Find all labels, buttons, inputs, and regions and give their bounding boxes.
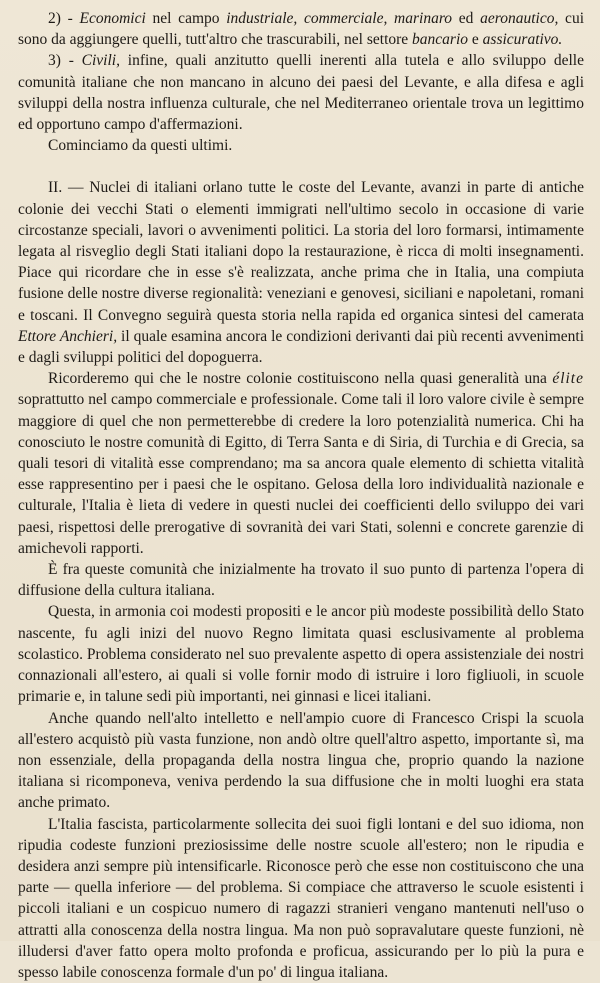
text-run: infine, quali anzitutto quelli inerenti alla tutela e allo sviluppo delle comunità italiane che non mancano in alcuno dei paesi del Levante, e alla difesa e agli sviluppi della nostra influenza culturale, che nel Mediterraneo orientale trova un legittimo ed opportuno campo d'affermazioni.	[18, 52, 584, 134]
text-run: ed	[452, 10, 481, 27]
section-gap	[18, 156, 584, 177]
paragraph-section-ii	[18, 177, 584, 368]
text-run: Ettore Anchieri,	[18, 327, 118, 345]
paragraph-stato-nascente: Questa, in armonia coi modesti propositi e le ancor più modeste possibilità dello Stato nascente, fu agli inizi del nuovo Regno limitata quasi esclusivamente al problema scolastico. Problema considerato nel suo prevalente aspetto di opera assistenziale dei nostri connazionali all'estero, ai quali si volle fornir modo di istruire i loro figliuoli, in scuole primarie e, in talune sedi più importanti, nei ginnasi e licei italiani.	[18, 603, 584, 706]
paragraph-elite	[18, 368, 584, 559]
paragraph-comunita: È fra queste comunità che inizialmente ha trovato il suo punto di partenza l'opera di diffusione della cultura italiana.	[18, 561, 584, 600]
text-run: industriale, commerciale, marinaro	[226, 10, 453, 27]
text-run: aeronautico,	[480, 10, 559, 27]
text-run: e	[468, 31, 483, 49]
text-run: Economici	[79, 10, 146, 27]
paragraph-civili	[18, 50, 584, 135]
text-run: II. — Nuclei di italiani orlano tutte le coste del Levante, avanzi in parte di antiche colonie dei vecchi Stati o elementi immigrati nell'ultimo secolo in occasione di varie circostanze speciali, lavori o avvenimenti politici. La storia del loro formarsi, intimamente legata al risveglio degli Stati italiani dopo la restaurazione, è ricca di molti insegnamenti. Piace qui ricordare che in esse s'è realizzata, anche prima che in Italia, una compiuta fusione delle nostre diverse regionalità: veneziani e genovesi, siciliani e napoletani, romani e toscani. Il Convegno seguirà questa storia nella rapida ed organica sintesi del camerata	[18, 179, 584, 324]
text-run: nel campo	[145, 10, 227, 27]
paragraph-cominciamo: Cominciamo da questi ultimi.	[48, 137, 233, 155]
paragraph-crispi: Anche quando nell'alto intelletto e nell'ampio cuore di Francesco Crispi la scuola all'estero acquistò più vasta funzione, non andò oltre quell'altro aspetto, importante sì, ma non essenziale, della propaganda della nostra lingua che, proprio quando la nazione italiana si ricomponeva, veniva perdendo la sua diffusione che in molti luoghi era stata anche primato.	[18, 709, 584, 812]
text-run: il quale esamina ancora le condizioni derivanti dai più recenti avvenimenti e dagli sviluppi politici del dopoguerra.	[18, 327, 584, 367]
text-run: 3) -	[48, 52, 82, 70]
text-run: Civili,	[81, 52, 120, 70]
paragraph-economici	[18, 8, 584, 50]
text-run: bancario	[412, 31, 469, 49]
text-run: cui sono da aggiungere quelli, tutt'altro che trascurabili, nel settore	[18, 10, 584, 49]
text-run: 2) -	[48, 10, 80, 27]
text-run: élite	[552, 370, 584, 388]
text-run: soprattutto nel campo commerciale e professionale. Come tali il loro valore civile è sempre maggiore di quel che non permetterebbe di credere la loro potenzialità numerica. Chi ha conosciuto le nostre comunità di Egitto, di Terra Santa e di Siria, di Turchia e di Grecia, sa quali tesori di vitalità esse comprendano; ma sa ancora quale elemento di schietta vitalità esse rappresentino per i paesi che le ospitano. Gelosa della loro individualità nazionale e culturale, l'Italia è lieta di vedere in questi nuclei dei coefficienti dello sviluppo dei vari paesi, rispettosi delle prerogative di sovranità dei vari Stati, solenni e concrete garenzie di amichevoli rapporti.	[18, 391, 584, 557]
text-run: Ricorderemo qui che le nostre colonie costituiscono nella quasi generalità una	[48, 370, 553, 388]
text-run: assicurativo.	[482, 31, 563, 49]
paragraph-italia-fascista: L'Italia fascista, particolarmente sollecita dei suoi figli lontani e del suo idioma, non ripudia codeste funzioni preziosissime delle nostre scuole all'estero; non le ripudia e desidera anzi sempre più intensificarle. Riconosce però che esse non costituiscono che una parte — quella inferiore — del problema. Si compiace che attraverso le scuole esistenti i piccoli italiani e un cospicuo numero di ragazzi stranieri vengano mantenuti nell'uso o attratti alla conoscenza della nostra lingua. Ma non può sopravalutare queste funzioni, nè illudersi d'aver fatto opera molto profonda e proficua, assicurando per lo più la pura e spesso labile conoscenza formale d'un po' di lingua italiana.	[18, 815, 584, 981]
